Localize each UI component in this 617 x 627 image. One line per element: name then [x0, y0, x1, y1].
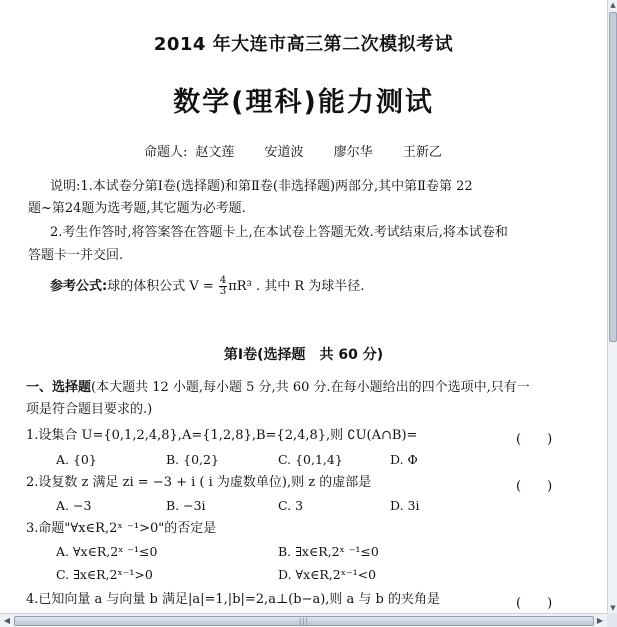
- part1-heading-line2: 项是符合题目要求的.): [26, 402, 153, 417]
- reference-formula: [50, 276, 364, 297]
- question-1-option-a: A. {0}: [56, 452, 97, 467]
- vertical-scrollbar[interactable]: [607, 0, 617, 613]
- question-1-option-d: D. Φ: [390, 452, 418, 467]
- formula-rest: πR³ . 其中 R 为球半径.: [228, 279, 365, 294]
- formula-fraction: [219, 276, 227, 297]
- question-3-option-b: B. ∃x∈R,2ˣ ⁻¹≤0: [278, 544, 379, 559]
- part1-heading-text: (本大题共 12 小题,每小题 5 分,共 60 分.在每小题给出的四个选项中,只有一: [91, 380, 530, 395]
- part1-heading: [26, 379, 530, 397]
- question-3-option-c: C. ∃x∈R,2ˣ⁻¹>0: [56, 567, 153, 582]
- author-name: 廖尔华: [333, 145, 373, 160]
- authors-label: 命题人:: [144, 145, 188, 160]
- question-2-option-d: D. 3i: [390, 498, 420, 513]
- author-name: 王新乙: [402, 145, 442, 160]
- scroll-up-arrow-icon[interactable]: ▲: [610, 1, 616, 9]
- horizontal-scrollbar[interactable]: [0, 613, 607, 627]
- scroll-right-arrow-icon[interactable]: ▶: [596, 616, 604, 625]
- fraction-denominator: 3: [219, 286, 227, 297]
- question-1-answer-paren: ( ): [516, 432, 553, 447]
- question-2-option-a: A. −3: [56, 498, 92, 513]
- part1-heading-label: 一、选择题: [26, 380, 92, 395]
- question-3-option-a: A. ∀x∈R,2ˣ ⁻¹≤0: [56, 544, 158, 559]
- instruction-line-2: 题~第24题为选考题,其它题为必考题.: [28, 201, 246, 216]
- fraction-numerator: 4: [219, 275, 227, 286]
- scroll-left-arrow-icon[interactable]: ◀: [3, 616, 11, 625]
- question-2-option-c: C. 3: [278, 498, 304, 513]
- section-title: 第Ⅰ卷(选择题 共 60 分): [223, 347, 384, 363]
- instruction-line-1: 说明:1.本试卷分第Ⅰ卷(选择题)和第Ⅱ卷(非选择题)两部分,其中第Ⅱ卷第 22: [50, 179, 473, 194]
- question-2-answer-paren: ( ): [516, 479, 553, 494]
- question-2-option-b: B. −3i: [166, 498, 206, 513]
- question-3-option-d: D. ∀x∈R,2ˣ⁻¹<0: [278, 567, 377, 582]
- vertical-scroll-thumb[interactable]: [609, 12, 617, 342]
- authors-line: [144, 141, 450, 160]
- formula-label: 参考公式:: [50, 279, 108, 294]
- author-name: 安道波: [264, 145, 304, 160]
- question-1-option-b: B. {0,2}: [166, 452, 219, 467]
- instruction-line-4: 答题卡一并交回.: [28, 248, 124, 263]
- question-4-stem: 4.已知向量 a 与向量 b 满足|a|=1,|b|=2,a⊥(b−a),则 a 与 b 的夹角是: [26, 592, 441, 607]
- exam-title: 2014 年大连市高三第二次模拟考试: [153, 34, 454, 55]
- formula-text: 球的体积公式 V =: [107, 279, 214, 294]
- author-name: 赵文莲: [195, 145, 235, 160]
- exam-subtitle: 数学(理科)能力测试: [173, 87, 434, 118]
- horizontal-scroll-thumb[interactable]: [14, 616, 594, 626]
- question-3-stem: 3.命题"∀x∈R,2ˣ ⁻¹>0"的否定是: [26, 521, 217, 536]
- question-4-answer-paren: ( ): [516, 596, 553, 611]
- question-1-stem: 1.设集合 U={0,1,2,4,8},A={1,2,8},B={2,4,8},则 ∁U(A∩B)=: [26, 428, 418, 443]
- scroll-down-arrow-icon[interactable]: ▼: [610, 604, 616, 612]
- scrollbar-corner: [607, 613, 617, 627]
- question-1-option-c: C. {0,1,4}: [278, 452, 343, 467]
- grip-icon: |||: [298, 617, 310, 625]
- instruction-line-3: 2.考生作答时,将答案答在答题卡上,在本试卷上答题无效.考试结束后,将本试卷和: [50, 225, 508, 240]
- question-2-stem: 2.设复数 z 满足 zi = −3 + i ( i 为虚数单位),则 z 的虚部是: [26, 475, 372, 490]
